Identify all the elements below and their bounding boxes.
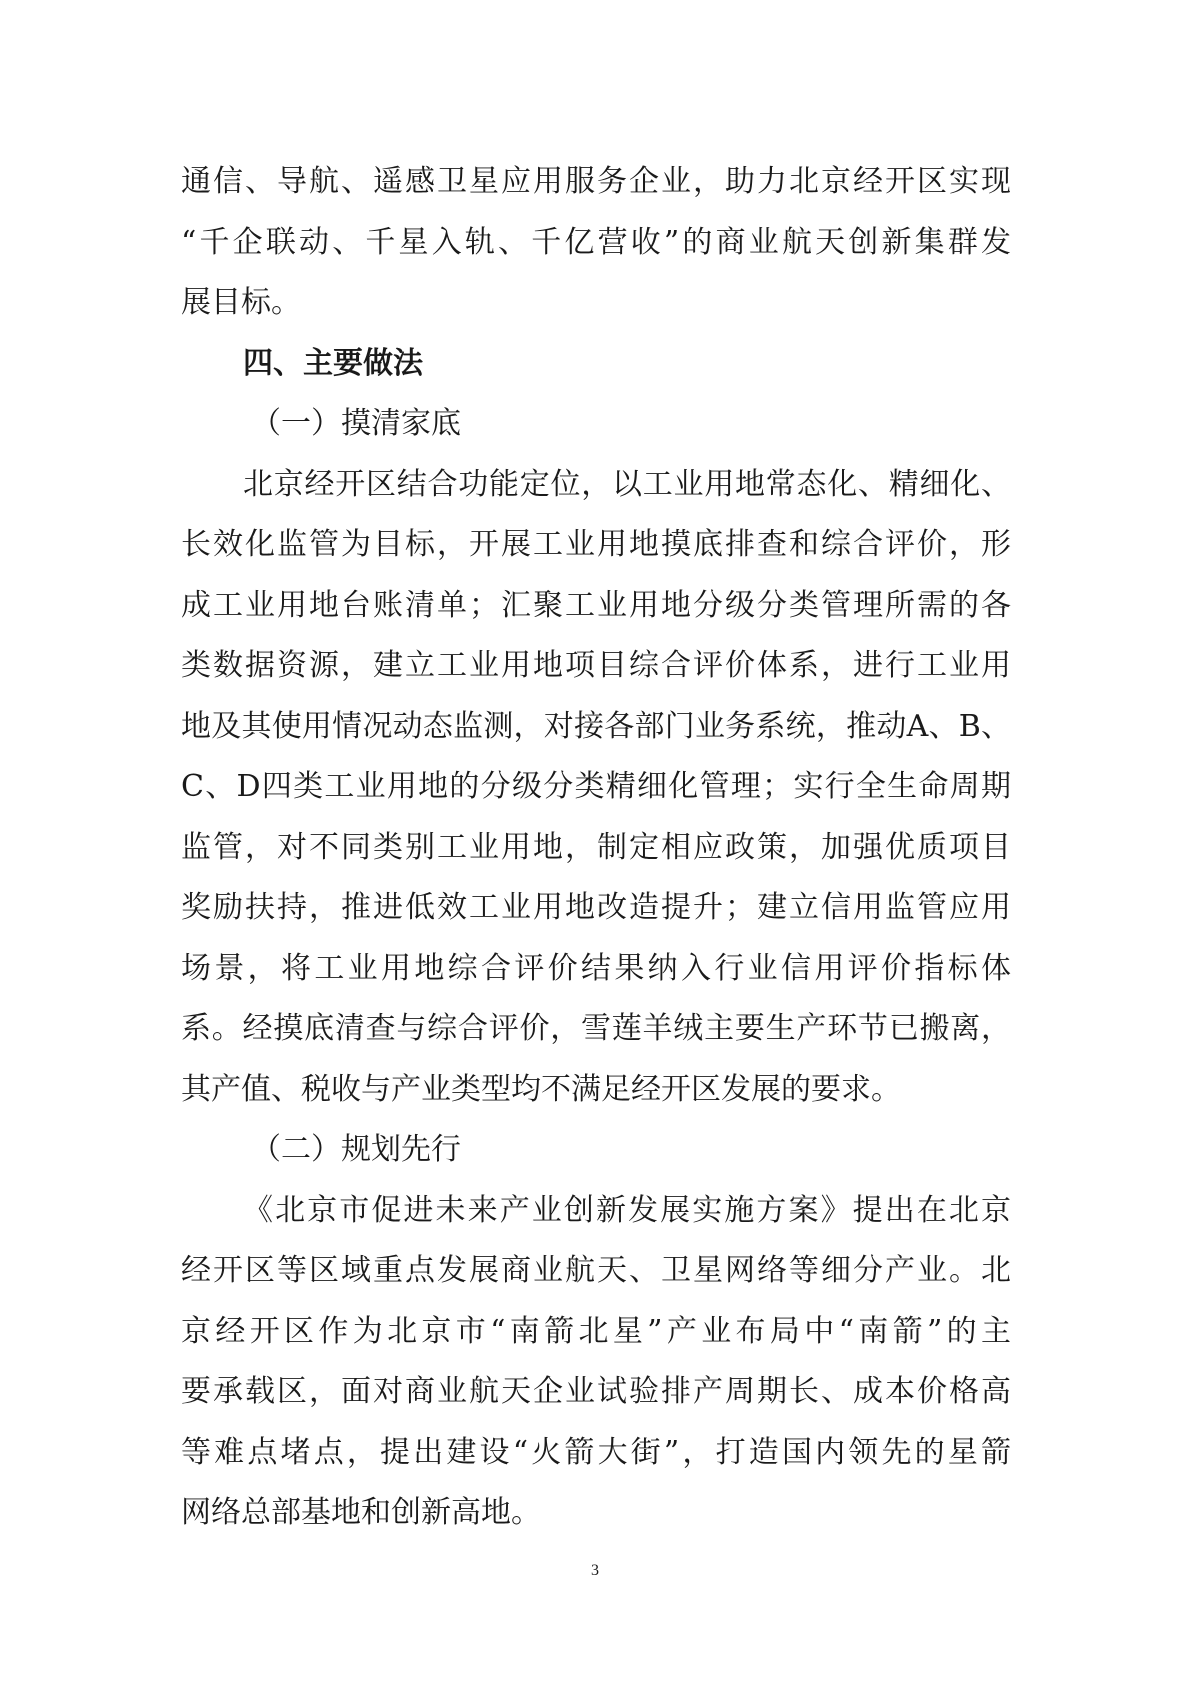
body-text-line: 等难点堵点，提出建设“火箭大街”，打造国内领先的星箭: [181, 1434, 1011, 1470]
body-text-line: 场景，将工业用地综合评价结果纳入行业信用评价指标体: [181, 950, 1011, 986]
paragraph-first-line: 《北京市促进未来产业创新发展实施方案》提出在北京: [243, 1192, 1011, 1228]
body-text-line: “千企联动、千星入轨、千亿营收”的商业航天创新集群发: [181, 224, 1011, 260]
page-number: 3: [591, 1562, 599, 1579]
body-text-line: 展目标。: [181, 285, 301, 320]
body-text-line: 经开区等区域重点发展商业航天、卫星网络等细分产业。北: [181, 1253, 1011, 1288]
body-text-line: C、D四类工业用地的分级分类精细化管理；实行全生命周期: [181, 769, 1011, 804]
body-text-line: 成工业用地台账清单；汇聚工业用地分级分类管理所需的各: [181, 587, 1011, 623]
body-text-line: 类数据资源，建立工业用地项目综合评价体系，进行工业用: [181, 648, 1011, 683]
subsection-heading: （一）摸清家底: [251, 406, 461, 441]
paragraph-first-line: 北京经开区结合功能定位，以工业用地常态化、精细化、: [243, 466, 1011, 502]
body-text-line: 京经开区作为北京市“南箭北星”产业布局中“南箭”的主: [181, 1313, 1011, 1349]
body-text-line: 网络总部基地和创新高地。: [181, 1495, 541, 1530]
body-text-line: 奖励扶持，推进低效工业用地改造提升；建立信用监管应用: [181, 890, 1011, 925]
body-text-line: 长效化监管为目标，开展工业用地摸底排查和综合评价，形: [181, 527, 1011, 562]
section-heading: 四、主要做法: [243, 345, 423, 381]
body-text-line: 通信、导航、遥感卫星应用服务企业，助力北京经开区实现: [181, 164, 1011, 199]
body-text-line: 要承载区，面对商业航天企业试验排产周期长、成本价格高: [181, 1374, 1011, 1409]
body-text-line: 其产值、税收与产业类型均不满足经开区发展的要求。: [181, 1071, 901, 1107]
document-body: [181, 152, 1011, 1544]
body-text-line: 地及其使用情况动态监测，对接各部门业务系统，推动A、B、: [181, 708, 1011, 744]
subsection-heading: （二）规划先行: [251, 1132, 461, 1167]
body-text-line: 系。经摸底清查与综合评价，雪莲羊绒主要生产环节已搬离，: [181, 1011, 1011, 1046]
body-text-line: 监管，对不同类别工业用地，制定相应政策，加强优质项目: [181, 829, 1011, 865]
